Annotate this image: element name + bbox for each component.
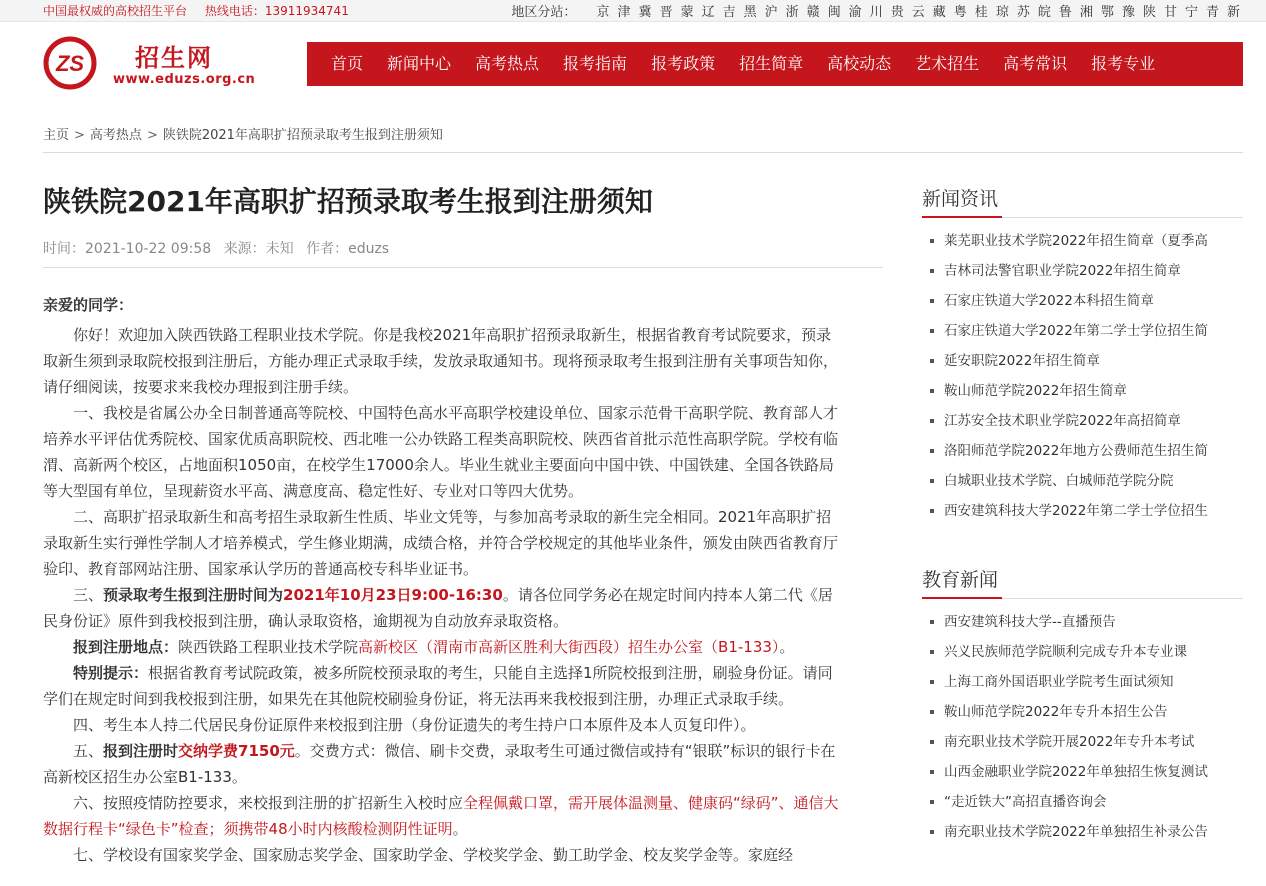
region-link-xz[interactable]: 藏 [932,5,946,20]
list-item[interactable]: 洛阳师范学院2022年地方公费师范生招生简 [922,436,1243,466]
region-link-cq[interactable]: 渝 [848,5,862,20]
list-item[interactable]: 江苏安全技术职业学院2022年高招简章 [922,406,1243,436]
list-item[interactable]: 延安职院2022年招生简章 [922,346,1243,376]
region-link-tj[interactable]: 津 [617,5,631,20]
region-link-sx[interactable]: 晋 [659,5,673,20]
article-greeting: 亲爱的同学： [43,296,134,314]
nav-gaokao-hot[interactable]: 高考热点 [475,54,540,73]
region-link-ah[interactable]: 皖 [1037,5,1051,20]
article-title: 陕铁院2021年高职扩招预录取考生报到注册须知 [43,185,653,218]
svg-text:ZS: ZS [55,51,85,76]
hotline: 热线电话：13911934741 [204,4,349,18]
breadcrumb-section[interactable]: 高考热点 [89,128,142,143]
region-link-jl[interactable]: 吉 [722,5,736,20]
divider [43,152,1243,153]
region-link-hlj[interactable]: 黑 [743,5,757,20]
article-paragraph: 七、学校设有国家奖学金、国家励志奖学金、国家助学金、学校奖学金、勤工助学金、校友奖学金等。家庭经 [73,846,794,864]
sidebar-edu-title: 教育新闻 [922,565,1243,599]
article-paragraph: 你好！欢迎加入陕西铁路工程职业技术学院。你是我校2021年高职扩招预录取新生，根据省教育考试院要求，预录取新生须到录取院校报到注册后，方能办理正式录取手续，发放录取通知书。现将预录取考生报到注册有关事项告知你，请仔细阅读，按要求来我校办理报到注册手续。 [43,326,839,396]
nav-majors[interactable]: 报考专业 [1091,54,1156,73]
list-item[interactable]: 山西金融职业学院2022年单独招生恢复测试 [922,757,1243,787]
region-link-xj[interactable]: 新 [1226,5,1240,20]
list-item[interactable]: 白城职业技术学院、白城师范学院分院 [922,466,1243,496]
region-link-hn[interactable]: 琼 [995,5,1009,20]
logo-title: 招生网 [135,44,213,72]
divider [43,267,883,268]
region-link-sd[interactable]: 鲁 [1058,5,1072,20]
article-paragraph: 二、高职扩招录取新生和高考招生录取新生性质、毕业文凭等，与参加高考录取的新生完全相同。2021年高职扩招录取新生实行弹性学制人才培养模式，学生修业期满，成绩合格，并符合学校规定的其他毕业条件，颁发由陕西省教育厅验印、教育部网站注册、国家承认学历的普通高校专科毕业证书。 [43,508,839,578]
list-item[interactable]: 莱芜职业技术学院2022年招生简章（夏季高 [922,226,1243,256]
list-item[interactable]: 石家庄铁道大学2022本科招生简章 [922,286,1243,316]
nav-gaokao-knowledge[interactable]: 高考常识 [1003,54,1068,73]
list-item[interactable]: 南充职业技术学院2022年单独招生补录公告 [922,817,1243,847]
region-link-hub[interactable]: 鄂 [1100,5,1114,20]
article-time: 时间：2021-10-22 09:58 [43,241,212,257]
region-links [511,1,1240,20]
list-item[interactable]: “走近铁大”高招直播咨询会 [922,787,1243,817]
article-paragraph: 报到注册地点：陕西铁路工程职业技术学院高新校区（渭南市高新区胜利大街西段）招生办公室（B1-133）。 [73,638,795,656]
region-link-gs[interactable]: 甘 [1163,5,1177,20]
top-bar [0,0,1266,22]
region-link-yn[interactable]: 云 [911,5,925,20]
article-paragraph: 六、按照疫情防控要求，来校报到注册的扩招新生入校时应全程佩戴口罩，需开展体温测量、健康码“绿码”、通信大数据行程卡“绿色卡”检查；须携带48小时内核酸检测阴性证明。 [43,794,839,838]
region-link-hen[interactable]: 豫 [1121,5,1135,20]
region-link-ln[interactable]: 辽 [701,5,715,20]
region-link-nx[interactable]: 宁 [1184,5,1198,20]
breadcrumb [43,124,443,143]
breadcrumb-current: 陕铁院2021年高职扩招预录取考生报到注册须知 [162,128,443,143]
top-bar-left [43,2,349,19]
region-link-sc[interactable]: 川 [869,5,883,20]
list-item[interactable]: 石家庄铁道大学2022年第二学士学位招生简 [922,316,1243,346]
nav-home[interactable]: 首页 [331,54,364,73]
news-list [922,226,1243,526]
article-paragraph: 特别提示：根据省教育考试院政策，被多所院校预录取的考生，只能自主选择1所院校报到注册，刷验身份证。请同学们在规定时间到我校报到注册，如果先在其他院校刷验身份证，将无法再来我校报到注册，办理正式录取手续。 [43,664,833,708]
list-item[interactable]: 上海工商外国语职业学院考生面试须知 [922,667,1243,697]
nav-news-center[interactable]: 新闻中心 [387,54,452,73]
region-link-nm[interactable]: 蒙 [680,5,694,20]
list-item[interactable]: 鞍山师范学院2022年专升本招生公告 [922,697,1243,727]
logo-url: www.eduzs.org.cn [113,72,256,87]
region-link-hb[interactable]: 冀 [638,5,652,20]
region-link-sh[interactable]: 沪 [764,5,778,20]
breadcrumb-separator: > [146,128,158,143]
region-link-fj[interactable]: 闽 [827,5,841,20]
article-paragraph: 三、预录取考生报到注册时间为2021年10月23日9:00-16:30。请各位同学务必在规定时间内持本人第二代《居民身份证》原件到我校报到注册，确认录取资格，逾期视为自动放弃录取资格。 [43,586,833,630]
list-item[interactable]: 西安建筑科技大学2022年第二学士学位招生 [922,496,1243,526]
article-body [43,292,843,868]
region-link-gz[interactable]: 贵 [890,5,904,20]
list-item[interactable]: 西安建筑科技大学--直播预告 [922,607,1243,637]
region-link-gd[interactable]: 粤 [953,5,967,20]
edu-news-list [922,607,1243,847]
sidebar-news [922,184,1243,526]
site-slogan: 中国最权威的高校招生平台 [43,4,188,18]
list-item[interactable]: 南充职业技术学院开展2022年专升本考试 [922,727,1243,757]
region-link-gx[interactable]: 桂 [974,5,988,20]
region-link-shx[interactable]: 陕 [1142,5,1156,20]
article-source: 来源：未知 [223,241,294,257]
region-link-js[interactable]: 苏 [1016,5,1030,20]
breadcrumb-separator: > [74,128,85,143]
article-author: 作者：eduzs [306,241,390,257]
list-item[interactable]: 鞍山师范学院2022年招生简章 [922,376,1243,406]
nav-guide[interactable]: 报考指南 [563,54,628,73]
region-link-jx[interactable]: 赣 [806,5,820,20]
region-link-bj[interactable]: 京 [596,5,610,20]
region-link-hun[interactable]: 湘 [1079,5,1093,20]
list-item[interactable]: 兴义民族师范学院顺利完成专升本专业课 [922,637,1243,667]
nav-college-news[interactable]: 高校动态 [827,54,892,73]
article-meta [43,238,389,258]
region-label: 地区分站： [511,5,577,20]
article-paragraph: 五、报到注册时交纳学费7150元。交费方式：微信、刷卡交费，录取考生可通过微信或持有“银联”标识的银行卡在高新校区招生办公室B1-133。 [43,742,836,786]
region-link-qh[interactable]: 青 [1205,5,1219,20]
main-nav [307,42,1243,86]
breadcrumb-home[interactable]: 主页 [43,128,70,143]
sidebar-edu-news [922,565,1243,847]
list-item[interactable]: 吉林司法警官职业学院2022年招生简章 [922,256,1243,286]
nav-art-admission[interactable]: 艺术招生 [915,54,980,73]
article-paragraph: 四、考生本人持二代居民身份证原件来校报到注册（身份证遗失的考生持户口本原件及本人页复印件）。 [73,716,756,734]
zs-logo-icon [43,36,97,90]
article-paragraph: 一、我校是省属公办全日制普通高等院校、中国特色高水平高职学校建设单位、国家示范骨干高职学院、教育部人才培养水平评估优秀院校、国家优质高职院校、西北唯一公办铁路工程类高职院校、陕西省首批示范性高职学院。学校有临渭、高新两个校区，占地面积1050亩，在校学生17000余人。毕业生就业主要面向中国中铁、中国铁建、全国各铁路局等大型国有单位，呈现薪资水平高、满意度高、稳定性好、专业对口等四大优势。 [43,404,839,500]
region-link-zj[interactable]: 浙 [785,5,799,20]
nav-admission-brochure[interactable]: 招生简章 [739,54,804,73]
site-logo[interactable] [43,36,263,92]
sidebar-news-title: 新闻资讯 [922,184,1243,218]
nav-policy[interactable]: 报考政策 [651,54,716,73]
